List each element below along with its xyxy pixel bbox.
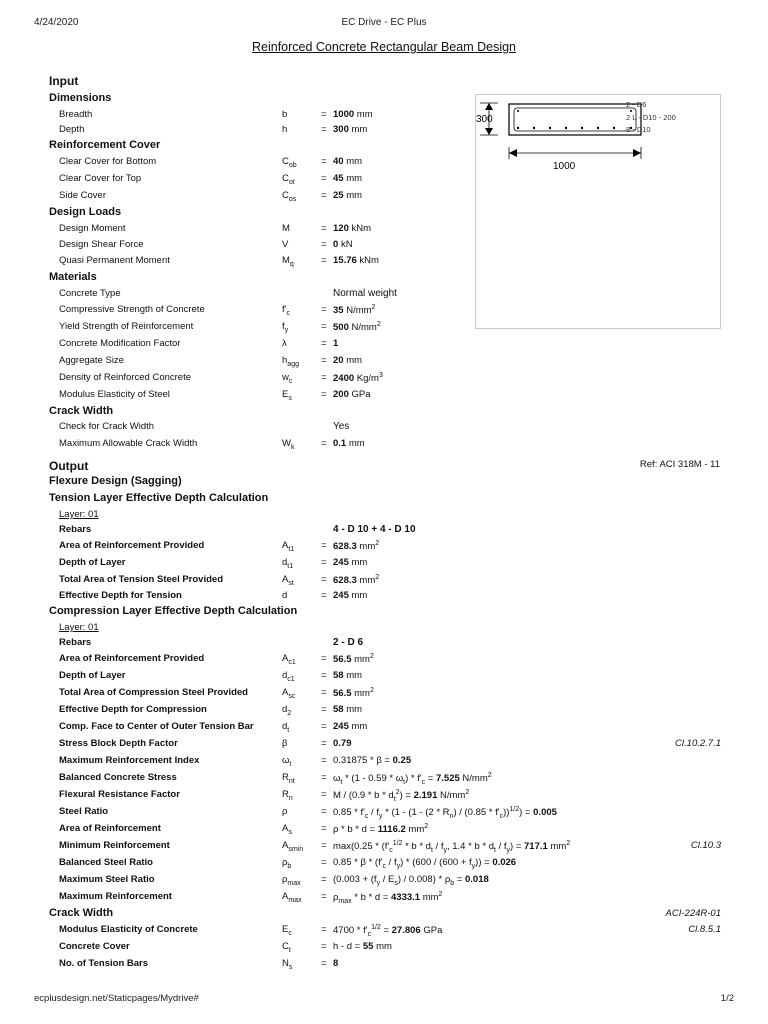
label: Maximum Reinforcement Index bbox=[59, 755, 200, 766]
equals-sign: = bbox=[321, 806, 327, 817]
equals-sign: = bbox=[321, 372, 327, 383]
tension-layer-label: Layer: 01 bbox=[59, 509, 99, 520]
value: 0.79 bbox=[333, 738, 352, 749]
label: Rebars bbox=[59, 524, 92, 535]
beam-section-drawing bbox=[476, 95, 722, 330]
label: Area of Reinforcement Provided bbox=[59, 653, 205, 664]
figure-label-top-bars: 2 - D6 bbox=[626, 100, 647, 109]
equals-sign: = bbox=[321, 590, 327, 601]
value: 245 mm bbox=[333, 721, 368, 732]
label: Depth bbox=[59, 124, 85, 135]
row-amax bbox=[0, 891, 768, 907]
symbol: λ bbox=[282, 338, 287, 349]
label: No. of Tension Bars bbox=[59, 958, 149, 969]
label: Modulus Elasticity of Steel bbox=[59, 389, 170, 400]
equals-sign: = bbox=[321, 687, 327, 698]
equals-sign: = bbox=[321, 891, 327, 902]
label: Design Shear Force bbox=[59, 239, 144, 250]
equals-sign: = bbox=[321, 823, 327, 834]
label: Quasi Permanent Moment bbox=[59, 255, 170, 266]
equals-sign: = bbox=[321, 255, 327, 266]
value: 0.1 mm bbox=[333, 438, 365, 449]
symbol: $C_t$ bbox=[282, 941, 291, 954]
row-asmin bbox=[0, 840, 768, 856]
equals-sign: = bbox=[321, 438, 327, 449]
symbol: $d_{c1}$ bbox=[282, 670, 295, 683]
label: Depth of Layer bbox=[59, 557, 126, 568]
figure-width-label: 1000 bbox=[553, 161, 576, 172]
crack-input-heading: Crack Width bbox=[49, 405, 114, 417]
loads-heading: Design Loads bbox=[49, 206, 122, 218]
symbol: $A_{smin}$ bbox=[282, 840, 304, 853]
value: 58 mm bbox=[333, 670, 363, 681]
equals-sign: = bbox=[321, 941, 327, 952]
row-ct bbox=[0, 941, 768, 957]
row-comp-depth bbox=[0, 670, 768, 686]
symbol: $E_c$ bbox=[282, 924, 292, 937]
equals-sign: = bbox=[321, 389, 327, 400]
input-heading: Input bbox=[49, 74, 79, 88]
label: Area of Reinforcement Provided bbox=[59, 540, 205, 551]
symbol: $C_{ob}$ bbox=[282, 156, 297, 169]
row-rhomax bbox=[0, 874, 768, 890]
label: Total Area of Tension Steel Provided bbox=[59, 574, 223, 585]
equals-sign: = bbox=[321, 840, 327, 851]
symbol: $\rho_b$ bbox=[282, 857, 292, 870]
row-comp-dt bbox=[0, 721, 768, 737]
equals-sign: = bbox=[321, 540, 327, 551]
value: 20 mm bbox=[333, 355, 363, 366]
equals-sign: = bbox=[321, 190, 327, 201]
label: Total Area of Compression Steel Provided bbox=[59, 687, 248, 698]
value: 2400 $Kg/m^3$ bbox=[333, 372, 383, 385]
row-tension-eff bbox=[0, 590, 768, 606]
value: $\max(0.25 * (f'_c^{1/2}$ * b * $d_t / f_y$, $1.4 * b * d_t / f_y) = 717.1$ $mm^2$ bbox=[333, 840, 571, 855]
value: 300 mm bbox=[333, 124, 368, 135]
label: Concrete Type bbox=[59, 288, 121, 299]
equals-sign: = bbox=[321, 173, 327, 184]
symbol: $f'_c$ bbox=[282, 304, 290, 317]
equals-sign: = bbox=[321, 755, 327, 766]
symbol: $R_{nt}$ bbox=[282, 772, 295, 785]
symbol: $A_{c1}$ bbox=[282, 653, 296, 666]
symbol: $N_s$ bbox=[282, 958, 293, 971]
label: Balanced Steel Ratio bbox=[59, 857, 153, 868]
symbol: b bbox=[282, 109, 288, 120]
row-as bbox=[0, 823, 768, 839]
value: 40 mm bbox=[333, 156, 363, 167]
value: $(0.003 + (f_y / E_s) / 0.008) * \rho_b = 0.018$ bbox=[333, 874, 489, 887]
row-aggregate bbox=[0, 355, 768, 371]
footer-url: ecplusdesign.net/Staticpages/Mydrive# bbox=[34, 993, 199, 1004]
row-rhob bbox=[0, 857, 768, 873]
value: 628.3 $mm^2$ bbox=[333, 540, 380, 553]
label: Clear Cover for Bottom bbox=[59, 156, 157, 167]
value: $\omega_t * (1 - 0.59 * \omega_t) * f'_c = 7.525$ $N/mm^2$ bbox=[333, 772, 492, 787]
symbol: M bbox=[282, 223, 290, 234]
value: 245 mm bbox=[333, 557, 368, 568]
row-density bbox=[0, 372, 768, 388]
value: 35 $N/mm^2$ bbox=[333, 304, 376, 317]
value: 25 mm bbox=[333, 190, 363, 201]
symbol: $d_t$ bbox=[282, 721, 290, 734]
row-comp-eff bbox=[0, 704, 768, 720]
row-rnt bbox=[0, 772, 768, 788]
value: 45 mm bbox=[333, 173, 363, 184]
label: Rebars bbox=[59, 637, 92, 648]
symbol: $f_y$ bbox=[282, 321, 289, 334]
value: h - d = 55 mm bbox=[333, 941, 392, 952]
label: Effective Depth for Tension bbox=[59, 590, 182, 601]
tension-heading: Tension Layer Effective Depth Calculation bbox=[49, 492, 269, 504]
equals-sign: = bbox=[321, 924, 327, 935]
value: 56.5 $mm^2$ bbox=[333, 653, 374, 666]
equals-sign: = bbox=[321, 124, 327, 135]
flexure-heading: Flexure Design (Sagging) bbox=[49, 475, 182, 487]
symbol: $C_{os}$ bbox=[282, 190, 297, 203]
equals-sign: = bbox=[321, 557, 327, 568]
value: 0.31875 * β = 0.25 bbox=[333, 755, 412, 766]
figure-height-label: 300 bbox=[476, 114, 493, 125]
label: Design Moment bbox=[59, 223, 126, 234]
label: Breadth bbox=[59, 109, 93, 120]
value: 15.76 kNm bbox=[333, 255, 379, 266]
value: 0 kN bbox=[333, 239, 353, 250]
symbol: $C_{ot}$ bbox=[282, 173, 295, 186]
materials-heading: Materials bbox=[49, 271, 97, 283]
equals-sign: = bbox=[321, 338, 327, 349]
symbol: $M_q$ bbox=[282, 255, 294, 268]
print-date: 4/24/2020 bbox=[34, 17, 79, 28]
row-comp-area bbox=[0, 653, 768, 669]
label: Maximum Allowable Crack Width bbox=[59, 438, 198, 449]
symbol: $\rho_{max}$ bbox=[282, 874, 301, 887]
equals-sign: = bbox=[321, 857, 327, 868]
equals-sign: = bbox=[321, 958, 327, 969]
row-beta bbox=[0, 738, 768, 754]
symbol: d bbox=[282, 590, 288, 601]
row-comp-rebars bbox=[0, 637, 768, 653]
equals-sign: = bbox=[321, 574, 327, 585]
label: Side Cover bbox=[59, 190, 106, 201]
clause-reference: Cl.8.5.1 bbox=[688, 924, 721, 935]
symbol: $w_c$ bbox=[282, 372, 293, 385]
equals-sign: = bbox=[321, 156, 327, 167]
label: Compressive Strength of Concrete bbox=[59, 304, 205, 315]
compression-layer-label: Layer: 01 bbox=[59, 622, 99, 633]
crack-output-heading: Crack Width bbox=[49, 907, 114, 919]
row-tension-area bbox=[0, 540, 768, 556]
symbol: V bbox=[282, 239, 289, 250]
equals-sign: = bbox=[321, 109, 327, 120]
value: $0.85 * f'_c / f_y * (1 - (1 - (2 * R_n) / (0.85 * f'_c))^{1/2}) = 0.005$ bbox=[333, 806, 557, 821]
label: Area of Reinforcement bbox=[59, 823, 161, 834]
symbol: $A_{st}$ bbox=[282, 574, 294, 587]
value: Normal weight bbox=[333, 288, 397, 299]
page-number: 1/2 bbox=[720, 993, 734, 1004]
clause-reference: Cl.10.2.7.1 bbox=[675, 738, 721, 749]
row-ns bbox=[0, 958, 768, 974]
value: Yes bbox=[333, 421, 350, 432]
label: Density of Reinforced Concrete bbox=[59, 372, 192, 383]
row-tension-total bbox=[0, 574, 768, 590]
label: Yield Strength of Reinforcement bbox=[59, 321, 194, 332]
value: 2 - D 6 bbox=[333, 637, 364, 648]
clause-reference: Cl.10.3 bbox=[690, 840, 721, 851]
row-wk bbox=[0, 438, 768, 454]
value: 56.5 $mm^2$ bbox=[333, 687, 374, 700]
equals-sign: = bbox=[321, 704, 327, 715]
value: 245 mm bbox=[333, 590, 368, 601]
beam-section-figure bbox=[475, 94, 721, 329]
label: Steel Ratio bbox=[59, 806, 109, 817]
symbol: $A_{sc}$ bbox=[282, 687, 296, 700]
cover-heading: Reinforcement Cover bbox=[49, 139, 161, 151]
row-tension-depth bbox=[0, 557, 768, 573]
value: 4 - D 10 + 4 - D 10 bbox=[333, 524, 416, 535]
label: Clear Cover for Top bbox=[59, 173, 142, 184]
value: 1000 mm bbox=[333, 109, 373, 120]
row-comp-total bbox=[0, 687, 768, 703]
equals-sign: = bbox=[321, 355, 327, 366]
label: Balanced Concrete Stress bbox=[59, 772, 177, 783]
equals-sign: = bbox=[321, 653, 327, 664]
row-check-crack bbox=[0, 421, 768, 437]
value: 120 kNm bbox=[333, 223, 372, 234]
label: Stress Block Depth Factor bbox=[59, 738, 178, 749]
value: 1 bbox=[333, 338, 339, 349]
equals-sign: = bbox=[321, 223, 327, 234]
equals-sign: = bbox=[321, 239, 327, 250]
value: $0.85 * \beta * (f'_c / f_y) * (600 / (600 + f_y)) = 0.026$ bbox=[333, 857, 517, 870]
symbol: $h_{agg}$ bbox=[282, 355, 299, 368]
value: 500 $N/mm^2$ bbox=[333, 321, 381, 334]
value: 200 GPa bbox=[333, 389, 371, 400]
print-header-title: EC Drive - EC Plus bbox=[341, 17, 427, 28]
equals-sign: = bbox=[321, 874, 327, 885]
equals-sign: = bbox=[321, 670, 327, 681]
label: Maximum Steel Ratio bbox=[59, 874, 155, 885]
compression-heading: Compression Layer Effective Depth Calculation bbox=[49, 605, 298, 617]
row-omega bbox=[0, 755, 768, 771]
crack-code-reference: ACI-224R-01 bbox=[665, 908, 721, 919]
symbol: $E_s$ bbox=[282, 389, 292, 402]
symbol: $A_{max}$ bbox=[282, 891, 302, 904]
value: $M / (0.9 * b * d_t^2) = 2.191$ $N/mm^2$ bbox=[333, 789, 470, 804]
label: Comp. Face to Center of Outer Tension Bar bbox=[59, 721, 254, 732]
equals-sign: = bbox=[321, 321, 327, 332]
row-tension-rebars bbox=[0, 524, 768, 540]
value: 58 mm bbox=[333, 704, 363, 715]
equals-sign: = bbox=[321, 738, 327, 749]
symbol: $d_2$ bbox=[282, 704, 292, 717]
value: ρ * b * d = 1116.2 $mm^2$ bbox=[333, 823, 429, 836]
row-rho bbox=[0, 806, 768, 822]
symbol: $A_{t1}$ bbox=[282, 540, 295, 553]
row-es bbox=[0, 389, 768, 405]
label: Depth of Layer bbox=[59, 670, 126, 681]
symbol: $A_s$ bbox=[282, 823, 292, 836]
row-rn bbox=[0, 789, 768, 805]
value: 8 bbox=[333, 958, 339, 969]
equals-sign: = bbox=[321, 304, 327, 315]
dimensions-heading: Dimensions bbox=[49, 92, 112, 104]
symbol: h bbox=[282, 124, 288, 135]
label: Check for Crack Width bbox=[59, 421, 155, 432]
figure-label-stirrups: 2 L - D10 - 200 bbox=[626, 113, 676, 122]
label: Effective Depth for Compression bbox=[59, 704, 207, 715]
label: Concrete Cover bbox=[59, 941, 130, 952]
label: Modulus Elasticity of Concrete bbox=[59, 924, 198, 935]
row-lambda bbox=[0, 338, 768, 354]
output-heading: Output bbox=[49, 459, 89, 473]
symbol: ρ bbox=[282, 806, 288, 817]
equals-sign: = bbox=[321, 789, 327, 800]
label: Aggregate Size bbox=[59, 355, 124, 366]
code-reference: Ref: ACI 318M - 11 bbox=[639, 459, 720, 470]
symbol: $R_n$ bbox=[282, 789, 293, 802]
label: Minimum Reinforcement bbox=[59, 840, 170, 851]
symbol: β bbox=[282, 738, 288, 749]
equals-sign: = bbox=[321, 721, 327, 732]
symbol: $d_{t1}$ bbox=[282, 557, 294, 570]
page-title: Reinforced Concrete Rectangular Beam Design bbox=[251, 40, 517, 54]
value: 628.3 $mm^2$ bbox=[333, 574, 380, 587]
value: $4700 * f'_c^{1/2} = 27.806$ GPa bbox=[333, 924, 443, 939]
equals-sign: = bbox=[321, 772, 327, 783]
label: Concrete Modification Factor bbox=[59, 338, 181, 349]
value: $\rho_{max} * b * d = 4333.1$ $mm^2$ bbox=[333, 891, 443, 906]
symbol: $W_k$ bbox=[282, 438, 295, 451]
label: Maximum Reinforcement bbox=[59, 891, 172, 902]
symbol: $\omega_t$ bbox=[282, 755, 292, 768]
label: Flexural Resistance Factor bbox=[59, 789, 180, 800]
figure-label-bottom-bars: 8 - D10 bbox=[626, 125, 651, 134]
row-ec bbox=[0, 924, 768, 940]
